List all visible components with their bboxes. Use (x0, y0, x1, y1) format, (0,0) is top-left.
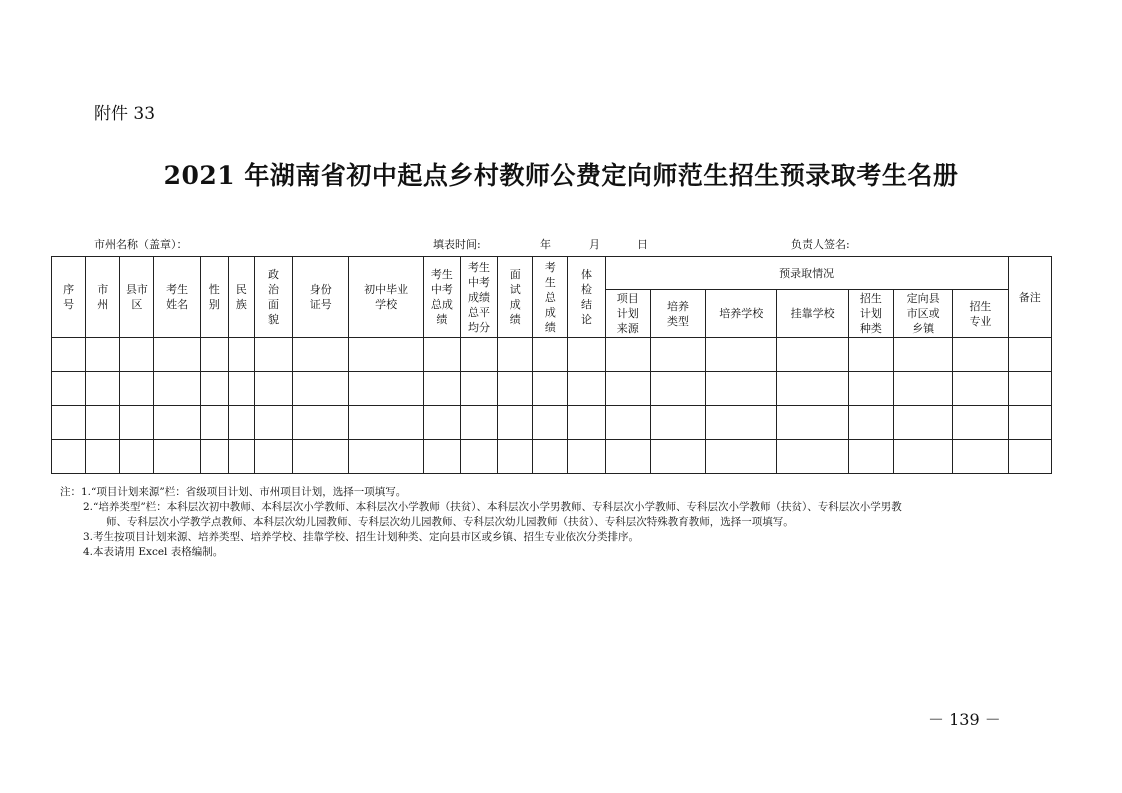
table-cell[interactable] (293, 406, 349, 440)
table-cell[interactable] (349, 372, 423, 406)
table-cell[interactable] (706, 372, 777, 406)
table-cell[interactable] (498, 372, 533, 406)
attachment-label: 附件 33 (94, 104, 156, 124)
header-gender: 性 别 (200, 257, 228, 338)
table-cell[interactable] (953, 372, 1008, 406)
header-plan-source: 项目 计划 来源 (605, 290, 650, 338)
header-target-area: 定向县 市区或 乡镇 (894, 290, 953, 338)
admission-roster-table (51, 256, 1052, 474)
table-cell[interactable] (52, 338, 86, 372)
note-line: 2.“培养类型”栏：本科层次初中教师、本科层次小学教师、本科层次小学教师（扶贫）、本科层次小学男教师、专科层次小学教师、专科层次小学教师（扶贫）、专科层次小学男教 (83, 501, 902, 513)
table-cell[interactable] (568, 372, 605, 406)
table-cell[interactable] (894, 372, 953, 406)
fill-time-label: 填表时间: (433, 238, 481, 251)
table-cell[interactable] (533, 338, 568, 372)
table-cell[interactable] (498, 338, 533, 372)
table-cell[interactable] (460, 440, 497, 474)
table-cell[interactable] (848, 338, 893, 372)
table-cell[interactable] (777, 338, 848, 372)
table-row (52, 440, 1052, 474)
header-student-name: 考生 姓名 (154, 257, 200, 338)
header-plan-kind: 招生 计划 种类 (848, 290, 893, 338)
day-label: 日 (637, 238, 648, 251)
table-cell[interactable] (650, 372, 705, 406)
note-line: 3.考生按项目计划来源、培养类型、培养学校、挂靠学校、招生计划种类、定向县市区或乡镇、招生专业依次分类排序。 (83, 531, 640, 543)
table-cell[interactable] (894, 406, 953, 440)
table-cell[interactable] (605, 338, 650, 372)
table-cell[interactable] (86, 440, 120, 474)
table-row (52, 406, 1052, 440)
table-cell[interactable] (848, 372, 893, 406)
table-cell[interactable] (848, 406, 893, 440)
table-cell[interactable] (86, 338, 120, 372)
document-title: 2021 年湖南省初中起点乡村教师公费定向师范生招生预录取考生名册 (163, 161, 959, 190)
table-cell[interactable] (200, 406, 228, 440)
table-cell[interactable] (154, 372, 200, 406)
table-cell[interactable] (52, 440, 86, 474)
table-row (52, 338, 1052, 372)
table-cell[interactable] (498, 440, 533, 474)
table-cell[interactable] (154, 440, 200, 474)
table-cell[interactable] (254, 372, 292, 406)
table-cell[interactable] (349, 338, 423, 372)
table-cell[interactable] (349, 406, 423, 440)
table-cell[interactable] (52, 372, 86, 406)
roster-body (52, 338, 1052, 474)
table-cell[interactable] (228, 338, 254, 372)
table-cell[interactable] (650, 440, 705, 474)
table-cell[interactable] (120, 338, 154, 372)
table-cell[interactable] (228, 406, 254, 440)
table-cell[interactable] (953, 440, 1008, 474)
table-cell[interactable] (154, 406, 200, 440)
header-city: 市 州 (86, 257, 120, 338)
note-line: 4.本表请用 Excel 表格编制。 (83, 546, 224, 558)
table-cell[interactable] (568, 440, 605, 474)
header-training-type: 培养 类型 (650, 290, 705, 338)
header-ethnicity: 民 族 (228, 257, 254, 338)
header-zhongkao-average: 考生 中考 成绩 总平 均分 (460, 257, 497, 338)
table-cell[interactable] (86, 406, 120, 440)
city-name-label: 市州名称（盖章）： (94, 238, 188, 251)
table-cell[interactable] (423, 406, 460, 440)
table-cell[interactable] (423, 338, 460, 372)
table-cell[interactable] (228, 440, 254, 474)
table-cell[interactable] (120, 406, 154, 440)
table-cell[interactable] (650, 406, 705, 440)
header-interview-score: 面 试 成 绩 (498, 257, 533, 338)
header-id-number: 身份 证号 (293, 257, 349, 338)
table-cell[interactable] (568, 406, 605, 440)
table-cell[interactable] (1008, 406, 1051, 440)
note-line: 师、专科层次小学教学点教师、本科层次幼儿园教师、专科层次幼儿园教师、专科层次幼儿园教师（扶贫）、专科层次特殊教育教师，选择一项填写。 (106, 516, 794, 528)
table-cell[interactable] (154, 338, 200, 372)
table-cell[interactable] (706, 440, 777, 474)
header-pre-admission: 预录取情况 (605, 257, 1008, 290)
table-cell[interactable] (777, 406, 848, 440)
table-cell[interactable] (200, 372, 228, 406)
table-cell[interactable] (254, 406, 292, 440)
table-cell[interactable] (848, 440, 893, 474)
header-affiliated-school: 挂靠学校 (777, 290, 848, 338)
table-cell[interactable] (894, 338, 953, 372)
table-cell[interactable] (460, 406, 497, 440)
header-seq: 序 号 (52, 257, 86, 338)
note-line: 注：1.“项目计划来源”栏：省级项目计划、市州项目计划，选择一项填写。 (60, 486, 407, 498)
table-cell[interactable] (423, 440, 460, 474)
table-cell[interactable] (605, 406, 650, 440)
table-cell[interactable] (1008, 372, 1051, 406)
header-remarks: 备注 (1008, 257, 1051, 338)
signer-label: 负责人签名: (791, 238, 850, 251)
header-total-score: 考 生 总 成 绩 (533, 257, 568, 338)
header-major: 招生 专业 (953, 290, 1008, 338)
table-row (52, 372, 1052, 406)
table-cell[interactable] (52, 406, 86, 440)
table-cell[interactable] (120, 440, 154, 474)
header-training-school: 培养学校 (706, 290, 777, 338)
table-cell[interactable] (605, 372, 650, 406)
table-cell[interactable] (894, 440, 953, 474)
table-cell[interactable] (498, 406, 533, 440)
table-cell[interactable] (293, 440, 349, 474)
table-cell[interactable] (460, 372, 497, 406)
table-cell[interactable] (777, 372, 848, 406)
table-cell[interactable] (349, 440, 423, 474)
table-cell[interactable] (293, 372, 349, 406)
table-cell[interactable] (200, 440, 228, 474)
header-political-status: 政 治 面 貌 (254, 257, 292, 338)
table-cell[interactable] (228, 372, 254, 406)
month-label: 月 (589, 238, 600, 251)
table-cell[interactable] (200, 338, 228, 372)
table-cell[interactable] (120, 372, 154, 406)
table-cell[interactable] (254, 440, 292, 474)
table-cell[interactable] (460, 338, 497, 372)
year-label: 年 (540, 238, 551, 251)
table-cell[interactable] (1008, 338, 1051, 372)
page-number: － 139 － (928, 710, 1001, 729)
table-cell[interactable] (605, 440, 650, 474)
table-cell[interactable] (706, 406, 777, 440)
table-cell[interactable] (533, 440, 568, 474)
header-middle-school: 初中毕业 学校 (349, 257, 423, 338)
notes-block (60, 485, 1045, 560)
table-cell[interactable] (423, 372, 460, 406)
table-cell[interactable] (953, 338, 1008, 372)
table-cell[interactable] (1008, 440, 1051, 474)
table-cell[interactable] (533, 372, 568, 406)
table-cell[interactable] (777, 440, 848, 474)
table-cell[interactable] (86, 372, 120, 406)
table-cell[interactable] (953, 406, 1008, 440)
table-cell[interactable] (706, 338, 777, 372)
header-zhongkao-total: 考生 中考 总成 绩 (423, 257, 460, 338)
table-cell[interactable] (533, 406, 568, 440)
table-cell[interactable] (254, 338, 292, 372)
header-county: 县市 区 (120, 257, 154, 338)
table-cell[interactable] (568, 338, 605, 372)
header-physical-exam: 体 检 结 论 (568, 257, 605, 338)
table-cell[interactable] (650, 338, 705, 372)
table-cell[interactable] (293, 338, 349, 372)
